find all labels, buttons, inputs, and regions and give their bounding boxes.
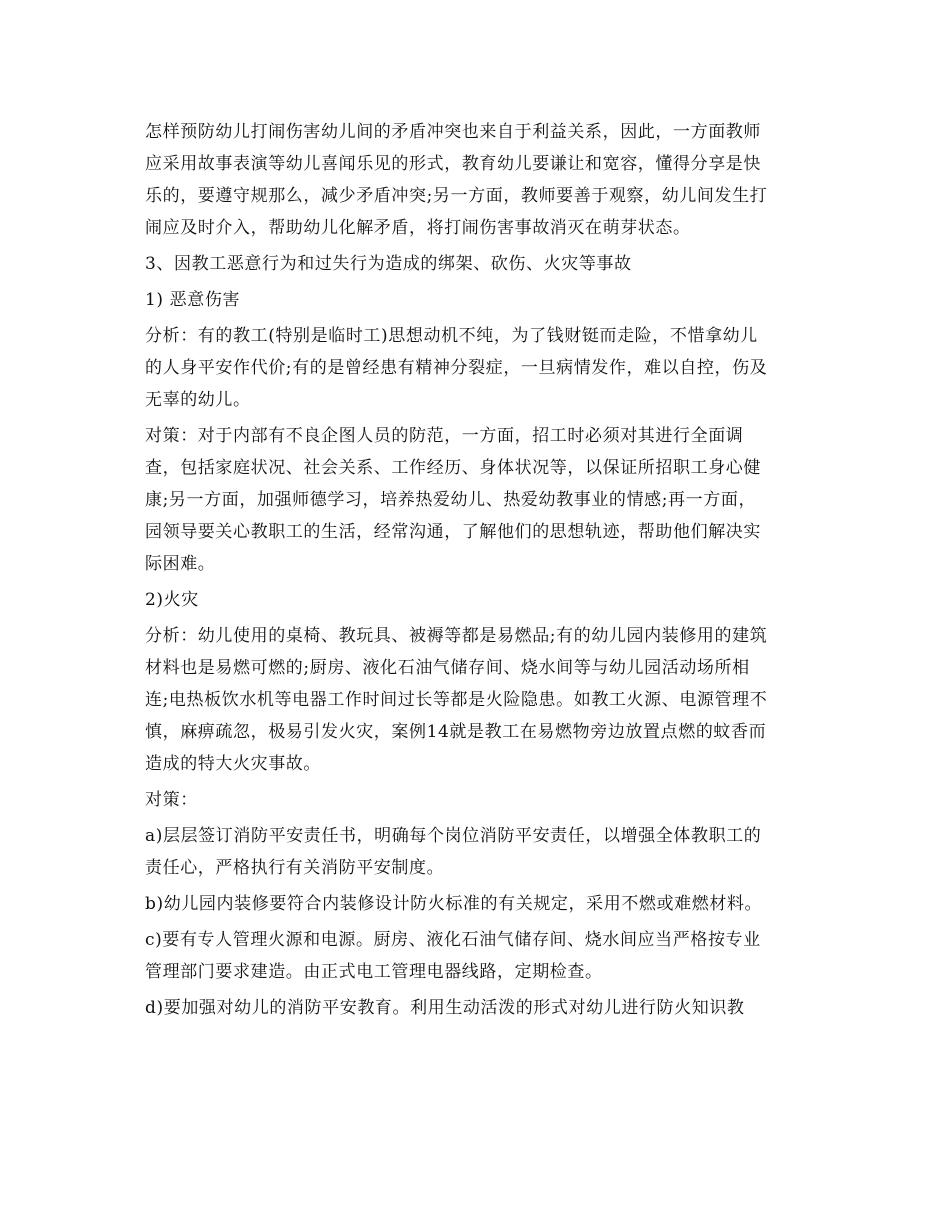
text-line: 查，包括家庭状况、社会关系、工作经历、身体状况等，以保证所招职工身心健 [145,458,761,478]
text-line: 分析：幼儿使用的桌椅、教玩具、被褥等都是易燃品;有的幼儿园内装修用的建筑 [145,626,768,646]
text-line: 际困难。 [145,554,216,574]
text-line: b)幼儿园内装修要符合内装修设计防火标准的有关规定，采用不燃或难燃材料。 [145,894,763,914]
paragraph-p12 [145,992,825,1024]
paragraph-p4 [145,320,825,416]
text-line: 乐的，要遵守规那么，减少矛盾冲突;另一方面，教师要善于观察，幼儿间发生打 [145,186,768,206]
text-line: 应采用故事表演等幼儿喜闻乐见的形式，教育幼儿要谦让和宽容，懂得分享是快 [145,154,761,174]
paragraph-p10 [145,888,825,920]
text-line: c)要有专人管理火源和电源。厨房、液化石油气储存间、烧水间应当严格按专业 [145,930,761,950]
text-line: 连;电热板饮水机等电器工作时间过长等都是火险隐患。如教工火源、电源管理不 [145,690,768,710]
text-line: d)要加强对幼儿的消防平安教育。利用生动活泼的形式对幼儿进行防火知识教 [145,998,745,1018]
paragraph-p1 [145,116,825,244]
paragraph-p7 [145,620,825,780]
paragraph-p5 [145,420,825,580]
text-line: 管理部门要求建造。由正式电工管理电器线路，定期检查。 [145,962,603,982]
text-line: 对策：对于内部有不良企图人员的防范，一方面，招工时必须对其进行全面调 [145,426,744,446]
text-line: 慎，麻痹疏忽，极易引发火灾，案例14就是教工在易燃物旁边放置点燃的蚊香而 [145,722,767,742]
document-body [145,116,825,1024]
text-line: 材料也是易燃可燃的;厨房、液化石油气储存间、烧水间等与幼儿园活动场所相 [145,658,750,678]
text-line: 康;另一方面，加强师德学习，培养热爱幼儿、热爱幼教事业的情感;再一方面， [145,490,757,510]
text-line: 3、因教工恶意行为和过失行为造成的绑架、砍伤、火灾等事故 [145,254,632,274]
text-line: 对策： [145,790,198,810]
text-line: 分析：有的教工(特别是临时工)思想动机不纯，为了钱财铤而走险，不惜拿幼儿 [145,326,758,346]
paragraph-p9 [145,820,825,884]
text-line: 怎样预防幼儿打闹伤害幼儿间的矛盾冲突也来自于利益关系，因此，一方面教师 [145,122,761,142]
paragraph-p3 [145,284,825,316]
text-line: 闹应及时介入，帮助幼儿化解矛盾，将打闹伤害事故消灭在萌芽状态。 [145,218,691,238]
paragraph-p11 [145,924,825,988]
paragraph-p8 [145,784,825,816]
text-line: 责任心，严格执行有关消防平安制度。 [145,858,445,878]
text-line: 造成的特大火灾事故。 [145,754,321,774]
text-line: 1) 恶意伤害 [145,290,241,310]
paragraph-p6 [145,584,825,616]
text-line: 2)火灾 [145,590,199,610]
text-line: 的人身平安作代价;有的是曾经患有精神分裂症，一旦病情发作，难以自控，伤及 [145,358,768,378]
paragraph-p2 [145,248,825,280]
text-line: 无辜的幼儿。 [145,390,251,410]
text-line: 园领导要关心教职工的生活，经常沟通，了解他们的思想轨迹，帮助他们解决实 [145,522,761,542]
text-line: a)层层签订消防平安责任书，明确每个岗位消防平安责任，以增强全体教职工的 [145,826,762,846]
